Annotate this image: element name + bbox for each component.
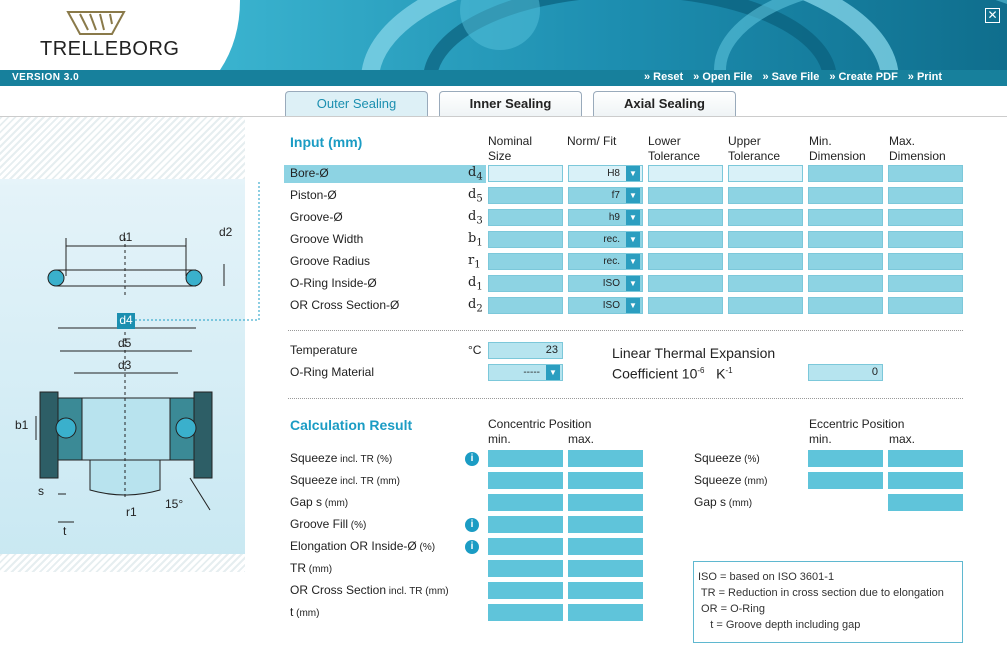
logo-text: TRELLEBORG [40,38,180,60]
min-dimension-field [808,209,883,226]
symbol-letter: b [468,231,477,246]
chevron-down-icon[interactable]: ▼ [626,166,640,181]
result-label-unit: (%) [348,520,367,531]
norm-value: f7 [611,190,620,201]
concentric-min-field [488,560,563,577]
max-dimension-field [888,275,963,292]
eccentric-max: max. [889,432,916,446]
eccentric-label-unit: (mm) [741,476,768,487]
norm-value: H8 [607,168,620,179]
upper-tolerance-field [728,231,803,248]
result-label-main: Squeeze [290,473,338,487]
max-dimension-field [888,209,963,226]
result-label-unit: (mm) [322,498,349,509]
result-label-unit: (%) [416,542,436,553]
tab-inner-sealing[interactable]: Inner Sealing [439,91,582,117]
min-dimension-field [808,297,883,314]
label-t: t [63,524,67,538]
result-label-main: Elongation OR Inside-Ø [290,539,417,553]
header [0,0,1007,70]
norm-fit-select[interactable] [568,231,643,248]
result-row-label [290,539,435,553]
result-label-main: OR Cross Section [290,583,387,597]
result-label-unit: incl. TR (mm) [386,586,449,597]
create-pdf-link[interactable]: » Create PDF [829,71,898,83]
chevron-down-icon[interactable]: ▼ [546,365,560,380]
temperature-unit: °C [468,343,482,357]
norm-fit-select[interactable] [568,297,643,314]
col-nominal-size: Nominal Size [488,134,533,163]
min-dimension-field [808,275,883,292]
nominal-size-input[interactable] [488,275,563,292]
concentric-max-field [568,560,643,577]
max-dimension-field [888,187,963,204]
eccentric-max-field [888,472,963,489]
label-d2: d2 [219,225,233,239]
symbol-letter: d [468,209,477,224]
concentric-max-field [568,516,643,533]
save-file-link[interactable]: » Save File [762,71,820,83]
label-d3: d3 [118,358,132,372]
open-file-link[interactable]: » Open File [693,71,753,83]
upper-tolerance-field [728,253,803,270]
input-row-symbol [468,253,481,271]
min-dimension-field [808,165,883,182]
label-d5: d5 [118,336,132,350]
concentric-header: Concentric Position [488,417,592,431]
symbol-letter: d [468,187,477,202]
concentric-min: min. [488,432,511,446]
result-label-unit: incl. TR (mm) [337,476,400,487]
tab-axial-sealing[interactable]: Axial Sealing [593,91,736,117]
chevron-down-icon[interactable]: ▼ [626,188,640,203]
col-upper-tolerance: Upper Tolerance [728,134,781,163]
concentric-max: max. [568,432,595,446]
concentric-max-field [568,494,643,511]
version-label: VERSION 3.0 [12,72,80,83]
result-label-unit: (mm) [293,608,320,619]
concentric-min-field [488,450,563,467]
temperature-label: Temperature [290,343,358,357]
concentric-min-field [488,494,563,511]
result-label-main: Gap s [290,495,323,509]
eccentric-label-main: Squeeze [694,473,742,487]
print-link[interactable]: » Print [907,71,943,83]
col-min-dimension: Min. Dimension [809,134,866,163]
label-b1: b1 [15,418,29,432]
symbol-letter: d [468,165,477,180]
tabs [0,91,1007,117]
thermal-line2: Coefficient 10 [612,365,698,382]
nominal-size-input[interactable] [488,231,563,248]
lower-tolerance-field [648,165,723,182]
nominal-size-input[interactable] [488,297,563,314]
min-dimension-field [808,187,883,204]
chevron-down-icon[interactable]: ▼ [626,254,640,269]
lower-tolerance-field [648,253,723,270]
upper-tolerance-field [728,209,803,226]
thermal-line2-wrap [612,362,775,383]
label-d4: d4 [117,313,135,329]
legend-line: t = Groove depth including gap [698,619,861,631]
norm-fit-select[interactable] [568,209,643,226]
eccentric-min-field [808,472,883,489]
input-row-symbol [468,187,483,205]
norm-value: ISO [602,278,620,289]
concentric-min-field [488,604,563,621]
thermal-input[interactable]: 0 [808,364,883,381]
symbol-sub: 1 [476,237,483,249]
result-row-label [290,495,348,509]
concentric-max-field [568,450,643,467]
input-title: Input (mm) [290,134,363,150]
norm-value: h9 [608,212,620,223]
tab-outer-sealing[interactable]: Outer Sealing [285,91,428,117]
col-lower-tolerance: Lower Tolerance [648,134,701,163]
result-row-label [290,451,392,465]
symbol-sub: 2 [476,303,483,315]
input-row-label: OR Cross Section-Ø [290,298,400,312]
symbol-letter: r [468,253,475,268]
chevron-down-icon[interactable]: ▼ [626,232,640,247]
info-icon[interactable]: i [465,540,479,554]
info-icon[interactable]: i [465,518,479,532]
separator [288,330,963,331]
label-d1: d1 [119,230,133,244]
min-dimension-field [808,231,883,248]
concentric-max-field [568,604,643,621]
input-row-label: Piston-Ø [290,188,337,202]
nominal-size-input[interactable] [488,209,563,226]
input-row-label: Groove Radius [290,254,371,268]
result-label-unit: (mm) [306,564,333,575]
symbol-letter: d [468,297,477,312]
eccentric-min-field [808,450,883,467]
symbol-sub: 4 [476,171,483,183]
info-icon[interactable]: i [465,452,479,466]
norm-value: ISO [602,300,620,311]
col-max-dimension: Max. Dimension [889,134,946,163]
norm-fit-select[interactable] [568,165,643,182]
label-angle: 15° [165,497,184,511]
label-r1: r1 [126,505,137,519]
thermal-exp: -6 [697,366,705,375]
lower-tolerance-field [648,231,723,248]
concentric-min-field [488,516,563,533]
material-label: O-Ring Material [290,365,375,379]
result-row-label [290,561,332,575]
lower-tolerance-field [648,297,723,314]
eccentric-label-unit: (mm) [726,498,753,509]
result-label-main: Groove Fill [290,517,349,531]
result-label-main: Squeeze [290,451,338,465]
eccentric-label-main: Squeeze [694,451,742,465]
eccentric-row-label [694,473,767,487]
result-row-label [290,473,400,487]
result-title: Calculation Result [290,417,413,433]
hatch-top [0,117,245,179]
chevron-down-icon[interactable]: ▼ [626,276,640,291]
norm-fit-select[interactable] [568,275,643,292]
input-row-symbol [468,165,483,183]
col-norm-fit: Norm/ Fit [567,134,617,148]
eccentric-max-field [888,494,963,511]
result-label-main: TR [290,561,306,575]
eccentric-header: Eccentric Position [809,417,905,431]
input-row-label: Bore-Ø [290,166,329,180]
result-row-label [290,517,366,531]
trelleborg-logo-icon [66,10,126,36]
input-row-label: Groove-Ø [290,210,343,224]
norm-value: rec. [603,234,620,245]
input-row-symbol [468,209,483,227]
concentric-min-field [488,538,563,555]
menu-bar [0,70,1007,86]
thermal-label [612,345,775,383]
nominal-size-input[interactable] [488,187,563,204]
symbol-sub: 5 [476,193,483,205]
chevron-down-icon[interactable]: ▼ [626,298,640,313]
eccentric-row-label [694,451,760,465]
eccentric-max-field [888,450,963,467]
symbol-letter: d [468,275,477,290]
concentric-min-field [488,472,563,489]
thermal-unit-exp: -1 [725,366,733,375]
eccentric-min: min. [809,432,832,446]
label-s: s [38,484,44,498]
header-banner-image [200,0,1007,70]
upper-tolerance-field [728,297,803,314]
input-row-label: Groove Width [290,232,364,246]
legend-line: TR = Reduction in cross section due to elongation [698,587,944,599]
input-row-symbol [468,231,483,249]
upper-tolerance-field [728,165,803,182]
concentric-max-field [568,582,643,599]
symbol-sub: 1 [476,281,483,293]
norm-fit-select[interactable] [568,187,643,204]
hatch-bottom [0,554,245,572]
max-dimension-field [888,165,963,182]
eccentric-label-main: Gap s [694,495,727,509]
material-value: ----- [523,367,540,378]
input-row-label: O-Ring Inside-Ø [290,276,377,290]
result-label-unit: incl. TR (%) [337,454,393,465]
concentric-min-field [488,582,563,599]
legend-line: OR = O-Ring [698,603,765,615]
menu [644,71,952,83]
thermal-unit: K [716,365,726,382]
concentric-max-field [568,538,643,555]
upper-tolerance-field [728,275,803,292]
upper-tolerance-field [728,187,803,204]
min-dimension-field [808,253,883,270]
nominal-size-input[interactable] [488,165,563,182]
legend-line: ISO = based on ISO 3601-1 [698,571,835,583]
max-dimension-field [888,297,963,314]
input-row-symbol [468,297,483,315]
norm-value: rec. [603,256,620,267]
separator-2 [288,398,963,399]
temperature-input[interactable]: 23 [488,342,563,359]
nominal-size-input[interactable] [488,253,563,270]
chevron-down-icon[interactable]: ▼ [626,210,640,225]
lower-tolerance-field [648,275,723,292]
symbol-sub: 3 [476,215,483,227]
reset-link[interactable]: » Reset [644,71,684,83]
max-dimension-field [888,231,963,248]
eccentric-row-label [694,495,752,509]
result-row-label [290,583,449,597]
symbol-sub: 1 [474,259,481,271]
max-dimension-field [888,253,963,270]
concentric-max-field [568,472,643,489]
norm-fit-select[interactable] [568,253,643,270]
material-select[interactable] [488,364,563,381]
eccentric-label-unit: (%) [741,454,760,465]
thermal-line1: Linear Thermal Expansion [612,345,776,361]
result-label-main: t [290,605,294,619]
input-row-symbol [468,275,483,293]
result-row-label [290,605,319,619]
lower-tolerance-field [648,187,723,204]
lower-tolerance-field [648,209,723,226]
legend-box [693,561,963,643]
close-button[interactable]: ✕ [985,8,1000,23]
